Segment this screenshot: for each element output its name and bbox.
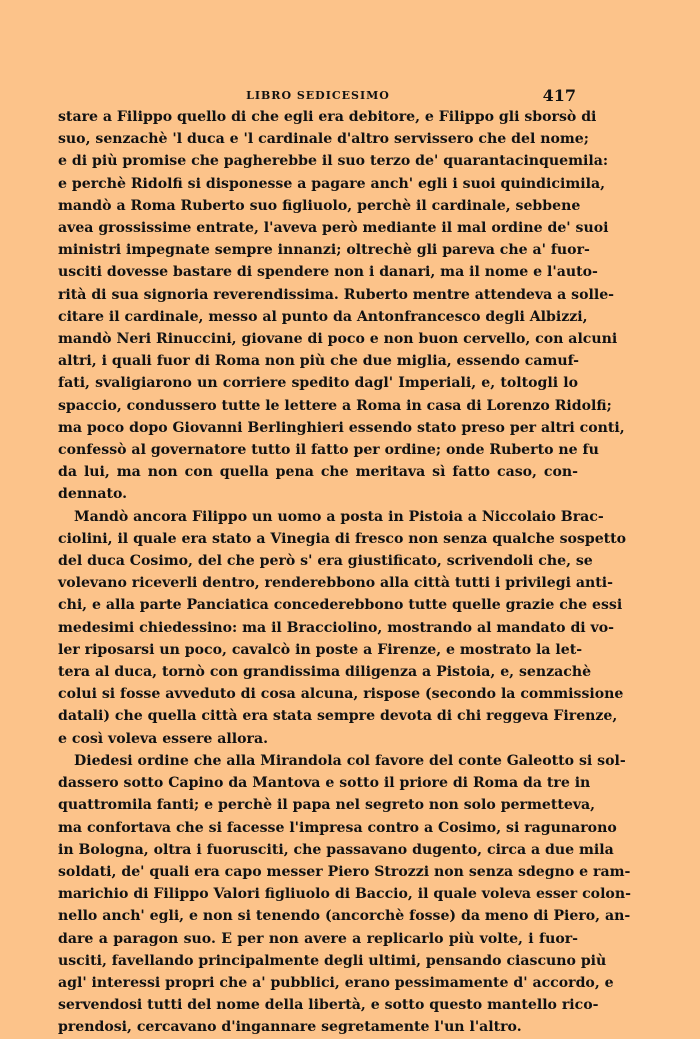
- text-line: ciolini, il quale era stato a Vinegia di fresco non senza qualche sospetto: [58, 530, 627, 547]
- text-line: servendosi tutti del nome della libertà, e sotto questo mantello rico-: [58, 997, 599, 1014]
- paragraph: [58, 506, 627, 750]
- paragraph: [58, 750, 631, 1039]
- text-line: ma confortava che si facesse l'impresa contro a Cosimo, si ragunarono: [58, 819, 617, 836]
- text-line: suo, senzachè 'l duca e 'l cardinale d'altro servissero che del nome;: [58, 131, 589, 148]
- text-line: spaccio, condussero tutte le lettere a Roma in casa di Lorenzo Ridolfi;: [58, 397, 612, 414]
- text-line: quattromila fanti; e perchè il papa nel segreto non solo permetteva,: [58, 797, 596, 814]
- text-line: altri, i quali fuor di Roma non più che due miglia, essendo camuf-: [58, 353, 580, 370]
- paragraph: [58, 106, 625, 506]
- running-title: LIBRO SEDICESIMO: [246, 89, 390, 102]
- text-line: Diedesi ordine che alla Mirandola col favore del conte Galeotto si sol-: [74, 752, 626, 769]
- text-line: prendosi, cercavano d'ingannare segretamente l'un l'altro.: [58, 1019, 522, 1036]
- text-line: rità di sua signoria reverendissima. Ruberto mentre attendeva a solle-: [58, 286, 615, 303]
- text-line: in Bologna, oltra i fuorusciti, che passavano dugento, circa a due mila: [58, 841, 614, 858]
- text-line: dare a paragon suo. E per non avere a replicarlo più volte, i fuor-: [58, 930, 578, 947]
- text-line: ma poco dopo Giovanni Berlinghieri essendo stato preso per altri conti,: [58, 419, 625, 436]
- text-line: da lui, ma non con quella pena che meritava sì fatto caso, con-: [58, 464, 578, 481]
- text-line: Mandò ancora Filippo un uomo a posta in Pistoia a Niccolaio Brac-: [74, 508, 604, 525]
- text-line: volevano riceverli dentro, renderebbono alla città tutti i privilegi anti-: [58, 575, 613, 592]
- text-line: citare il cardinale, messo al punto da Antonfrancesco degli Albizzi,: [58, 308, 588, 325]
- text-line: medesimi chiedessino: ma il Bracciolino, mostrando al mandato di vo-: [58, 619, 615, 636]
- text-line: e di più promise che pagherebbe il suo terzo de' quarantacinquemila:: [58, 153, 609, 170]
- text-line: soldati, de' quali era capo messer Piero Strozzi non senza sdegno e ram-: [58, 863, 631, 880]
- text-line: chi, e alla parte Panciatica concederebbono tutte quelle grazie che essi: [58, 597, 623, 614]
- text-line: avea grossissime entrate, l'aveva però mediante il mal ordine de' suoi: [58, 220, 609, 237]
- text-line: tera al duca, tornò con grandissima diligenza a Pistoia, e, senzachè: [58, 664, 592, 681]
- text-line: mandò Neri Rinuccini, giovane di poco e non buon cervello, con alcuni: [58, 331, 618, 348]
- text-line: nello anch' egli, e non si tenendo (ancorchè fosse) da meno di Piero, an-: [58, 908, 631, 925]
- text-line: marichio di Filippo Valori figliuolo di Baccio, il quale voleva esser colon-: [58, 886, 631, 903]
- text-line: agl' interessi propri che a' pubblici, erano pessimamente d' accordo, e: [58, 974, 614, 991]
- text-line: ler riposarsi un poco, cavalcò in poste a Firenze, e mostrato la let-: [58, 641, 583, 658]
- text-line: usciti dovesse bastare di spendere non i danari, ma il nome e l'auto-: [58, 264, 598, 281]
- text-line: confessò al governatore tutto il fatto per ordine; onde Ruberto ne fu: [58, 442, 599, 459]
- text-line: dennato.: [58, 486, 128, 503]
- text-line: colui si fosse avveduto di cosa alcuna, rispose (secondo la commissione: [58, 686, 624, 703]
- text-line: datali) che quella città era stata sempre devota di chi reggeva Firenze,: [58, 708, 618, 725]
- page-header: [60, 88, 576, 108]
- text-line: e perchè Ridolfi si disponesse a pagare anch' egli i suoi quindicimila,: [58, 175, 605, 192]
- body-text: [58, 106, 631, 1039]
- text-line: mandò a Roma Ruberto suo figliuolo, perchè il cardinale, sebbene: [58, 197, 581, 214]
- text-line: usciti, favellando principalmente degli ultimi, pensando ciascuno più: [58, 952, 607, 969]
- text-line: e così voleva essere allora.: [58, 730, 268, 747]
- page-number: 417: [542, 86, 576, 105]
- text-line: del duca Cosimo, del che però s' era giustificato, scrivendoli che, se: [58, 553, 593, 570]
- text-line: fati, svaligiarono un corriere spedito dagl' Imperiali, e, toltogli lo: [58, 375, 578, 392]
- text-line: stare a Filippo quello di che egli era debitore, e Filippo gli sborsò di: [58, 109, 597, 125]
- text-line: ministri impegnate sempre innanzi; oltrechè gli pareva che a' fuor-: [58, 242, 590, 259]
- text-line: dassero sotto Capino da Mantova e sotto il priore di Roma da tre in: [58, 775, 591, 792]
